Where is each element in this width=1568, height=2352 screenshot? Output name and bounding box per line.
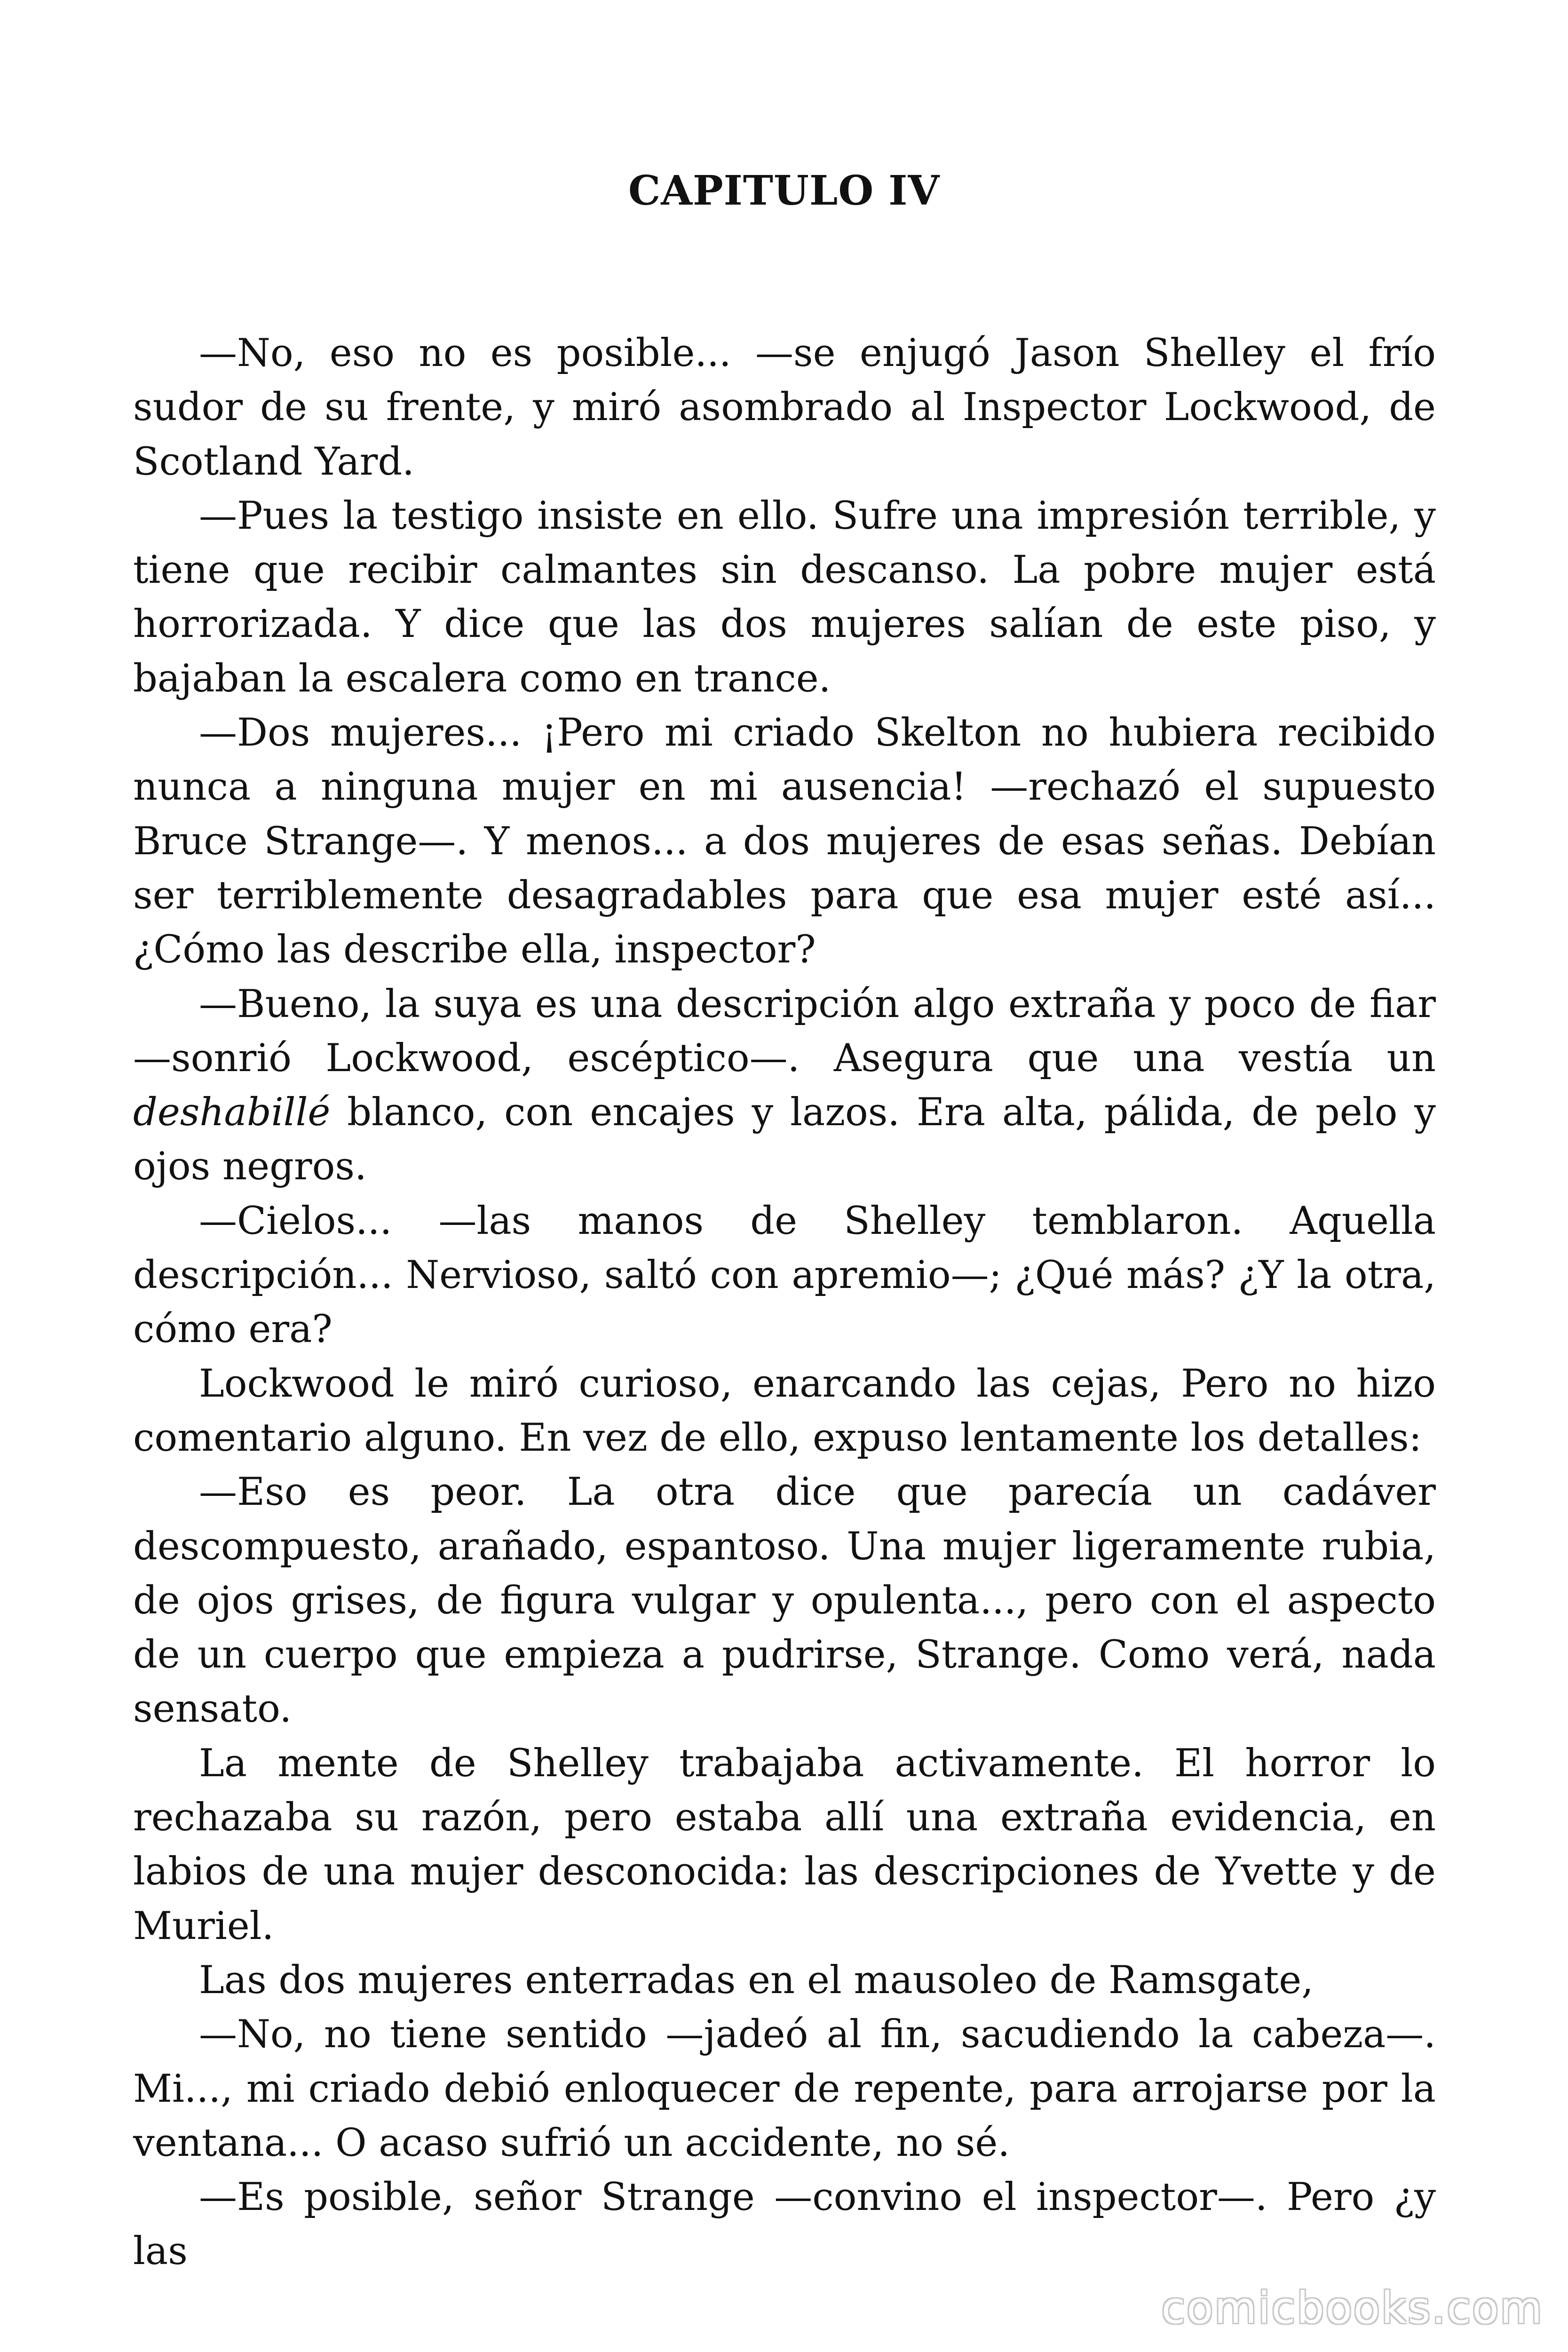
paragraph: —Es posible, señor Strange —convino el inspector—. Pero ¿y las: [133, 2175, 1436, 2274]
watermark: comicbooks.com: [1161, 2283, 1544, 2333]
paragraph: —Cielos... —las manos de Shelley temblaron. Aquella descripción... Nervioso, saltó con apremio—; ¿Qué más? ¿Y la otra, cómo era?: [133, 1199, 1436, 1352]
paragraph: Lockwood le miró curioso, enarcando las cejas, Pero no hizo comentario alguno. En vez de ello, expuso lentamente los detalles:: [133, 1361, 1436, 1460]
paragraph: —No, eso no es posible... —se enjugó Jason Shelley el frío sudor de su frente, y miró asombrado al Inspector Lockwood, de Scotland Yard.: [133, 331, 1436, 484]
paragraph: —Dos mujeres... ¡Pero mi criado Skelton no hubiera recibido nunca a ninguna mujer en mi ausencia! —rechazó el supuesto Bruce Strange—. Y menos... a dos mujeres de esas señas. Debían ser terriblemente desagradables para que esa mujer esté así... ¿Cómo las describe ella, inspector?: [133, 711, 1436, 972]
chapter-title: CAPITULO IV: [628, 167, 940, 215]
paragraph: —No, no tiene sentido —jadeó al fin, sacudiendo la cabeza—. Mi..., mi criado debió enloquecer de repente, para arrojarse por la ventana... O acaso sufrió un accidente, no sé.: [133, 2012, 1436, 2165]
paragraph: —Pues la testigo insiste en ello. Sufre una impresión terrible, y tiene que recibir calmantes sin descanso. La pobre mujer está horrorizada. Y dice que las dos mujeres salían de este piso, y bajaban la escalera como en trance.: [133, 493, 1436, 701]
paragraph: [133, 977, 1436, 1194]
body-text: [133, 326, 1436, 2279]
paragraph: —Eso es peor. La otra dice que parecía un cadáver descompuesto, arañado, espantoso. Una mujer ligeramente rubia, de ojos grises, de figura vulgar y opulenta..., pero con el aspecto de un cuerpo que empieza a pudrirse, Strange. Como verá, nada sensato.: [133, 1470, 1436, 1732]
paragraph-text: —Bueno, la suya es una descripción algo extraña y poco de fiar —sonrió Lockwood, escéptico—. Asegura que una vestía un: [133, 982, 1436, 1081]
paragraph: La mente de Shelley trabajaba activamente. El horror lo rechazaba su razón, pero estaba allí una extraña evidencia, en labios de una mujer desconocida: las descripciones de Yvette y de Muriel.: [133, 1741, 1436, 1948]
paragraph-text: blanco, con encajes y lazos. Era alta, pálida, de pelo y ojos negros.: [133, 1090, 1436, 1189]
paragraph: Las dos mujeres enterradas en el mausoleo de Ramsgate,: [199, 1958, 1314, 2002]
italic-word: deshabillé: [133, 1090, 331, 1135]
